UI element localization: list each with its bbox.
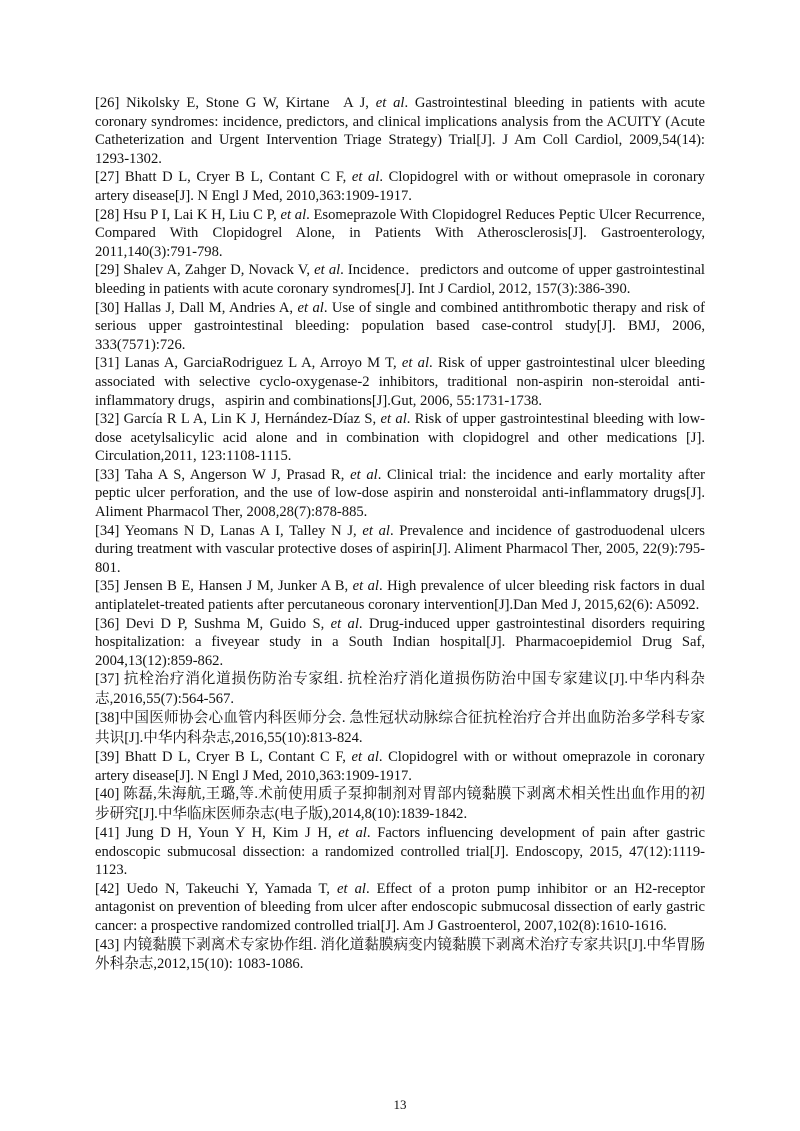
reference-35: [35] Jensen B E, Hansen J M, Junker A B, et al. High prevalence of ulcer bleeding risk factors in dual antiplatelet-treated patients after percutaneous coronary intervention[J].Dan Med J, 2015,62(6): A5092. [95,578,705,614]
reference-27: [27] Bhatt D L, Cryer B L, Contant C F, et al. Clopidogrel with or without omeprasole in coronary artery disease[J]. N Engl J Med, 2010,363:1909-1917. [95,169,705,204]
reference-33: [33] Taha A S, Angerson W J, Prasad R, et al. Clinical trial: the incidence and early mortality after peptic ulcer perforation, and the use of low-dose aspirin and nonsteroidal anti-inflammatory drugs[J]. Aliment Pharmacol Ther, 2008,28(7):878-885. [95,466,705,521]
reference-39: [39] Bhatt D L, Cryer B L, Contant C F, et al. Clopidogrel with or without omeprazole in coronary artery disease[J]. N Engl J Med, 2010,363:1909-1917. [95,749,705,784]
reference-29: [29] Shalev A, Zahger D, Novack V, et al. Incidence．predictors and outcome of upper gastrointestinal bleeding in patients with acute coronary syndromes[J]. Int J Cardiol, 2012, 157(3):386-390. [95,262,705,297]
reference-42: [42] Uedo N, Takeuchi Y, Yamada T, et al. Effect of a proton pump inhibitor or an H2-receptor antagonist on prevention of bleeding from ulcer after endoscopic submucosal dissection of early gastric cancer: a prospective randomized controlled trial[J]. Am J Gastroenterol, 2007,102(8):1610-1616. [95,880,705,934]
reference-list [95,94,705,974]
reference-34: [34] Yeomans N D, Lanas A I, Talley N J, et al. Prevalence and incidence of gastroduodenal ulcers during treatment with vascular protective doses of aspirin[J]. Aliment Pharmacol Ther, 2005, 22(9):795-801. [95,522,705,576]
reference-41: [41] Jung D H, Youn Y H, Kim J H, et al. Factors influencing development of pain after gastric endoscopic submucosal dissection: a randomized controlled trial[J]. Endoscopy, 2015, 47(12):1119-1123. [95,825,705,879]
reference-40: [40] 陈磊,朱海航,王璐,等.术前使用质子泵抑制剂对胃部内镜黏膜下剥离术相关性出血作用的初步研究[J].中华临床医师杂志(电子版),2014,8(10):1839-1842. [95,786,705,822]
page-number: 13 [393,1097,407,1112]
reference-37: [37] 抗栓治疗消化道损伤防治专家组. 抗栓治疗消化道损伤防治中国专家建议[J].中华内科杂志,2016,55(7):564-567. [95,671,705,707]
reference-36: [36] Devi D P, Sushma M, Guido S, et al. Drug-induced upper gastrointestinal disorders requiring hospitalization: a fiveyear study in a South Indian hospital[J]. Pharmacoepidemiol Drug Saf, 2004,13(12):859-862. [95,615,705,669]
reference-38: [38]中国医师协会心血管内科医师分会. 急性冠状动脉综合征抗栓治疗合并出血防治多学科专家共识[J].中华内科杂志,2016,55(10):813-824. [95,710,705,746]
reference-26: [26] Nikolsky E, Stone G W, Kirtane A J, et al. Gastrointestinal bleeding in patients with acute coronary syndromes: incidence, predictors, and clinical implications analysis from the ACUITY (Acute Catheterization and Urgent Intervention Triage Strategy) Trial[J]. J Am Coll Cardiol, 2009,54(14): 1293-1302. [95,95,705,167]
reference-31: [31] Lanas A, GarciaRodriguez L A, Arroyo M T, et al. Risk of upper gastrointestinal ulcer bleeding associated with selective cyclo-oxygenase-2 inhibitors, traditional non-aspirin non-steroidal anti-inflammatory drugs，aspirin and combinations[J].Gut, 2006, 55:1731-1738. [95,355,705,409]
reference-30: [30] Hallas J, Dall M, Andries A, et al. Use of single and combined antithrombotic therapy and risk of serious upper gastrointestinal bleeding: population based case-control study[J]. BMJ, 2006, 333(7571):726. [95,299,705,353]
reference-43: [43] 内镜黏膜下剥离术专家协作组. 消化道黏膜病变内镜黏膜下剥离术治疗专家共识[J].中华胃肠外科杂志,2012,15(10): 1083-1086. [95,936,705,972]
reference-28: [28] Hsu P I, Lai K H, Liu C P, et al. Esomeprazole With Clopidogrel Reduces Peptic Ulcer Recurrence, Compared With Clopidogrel Alone, in Patients With Atherosclerosis[J]. Gastroenterology, 2011,140(3):791-798. [95,206,706,260]
reference-32: [32] García R L A, Lin K J, Hernández-Díaz S, et al. Risk of upper gastrointestinal bleeding with low-dose acetylsalicylic acid alone and in combination with clopidogrel and other medications [J]. Circulation,2011, 123:1108-1115. [95,411,705,465]
